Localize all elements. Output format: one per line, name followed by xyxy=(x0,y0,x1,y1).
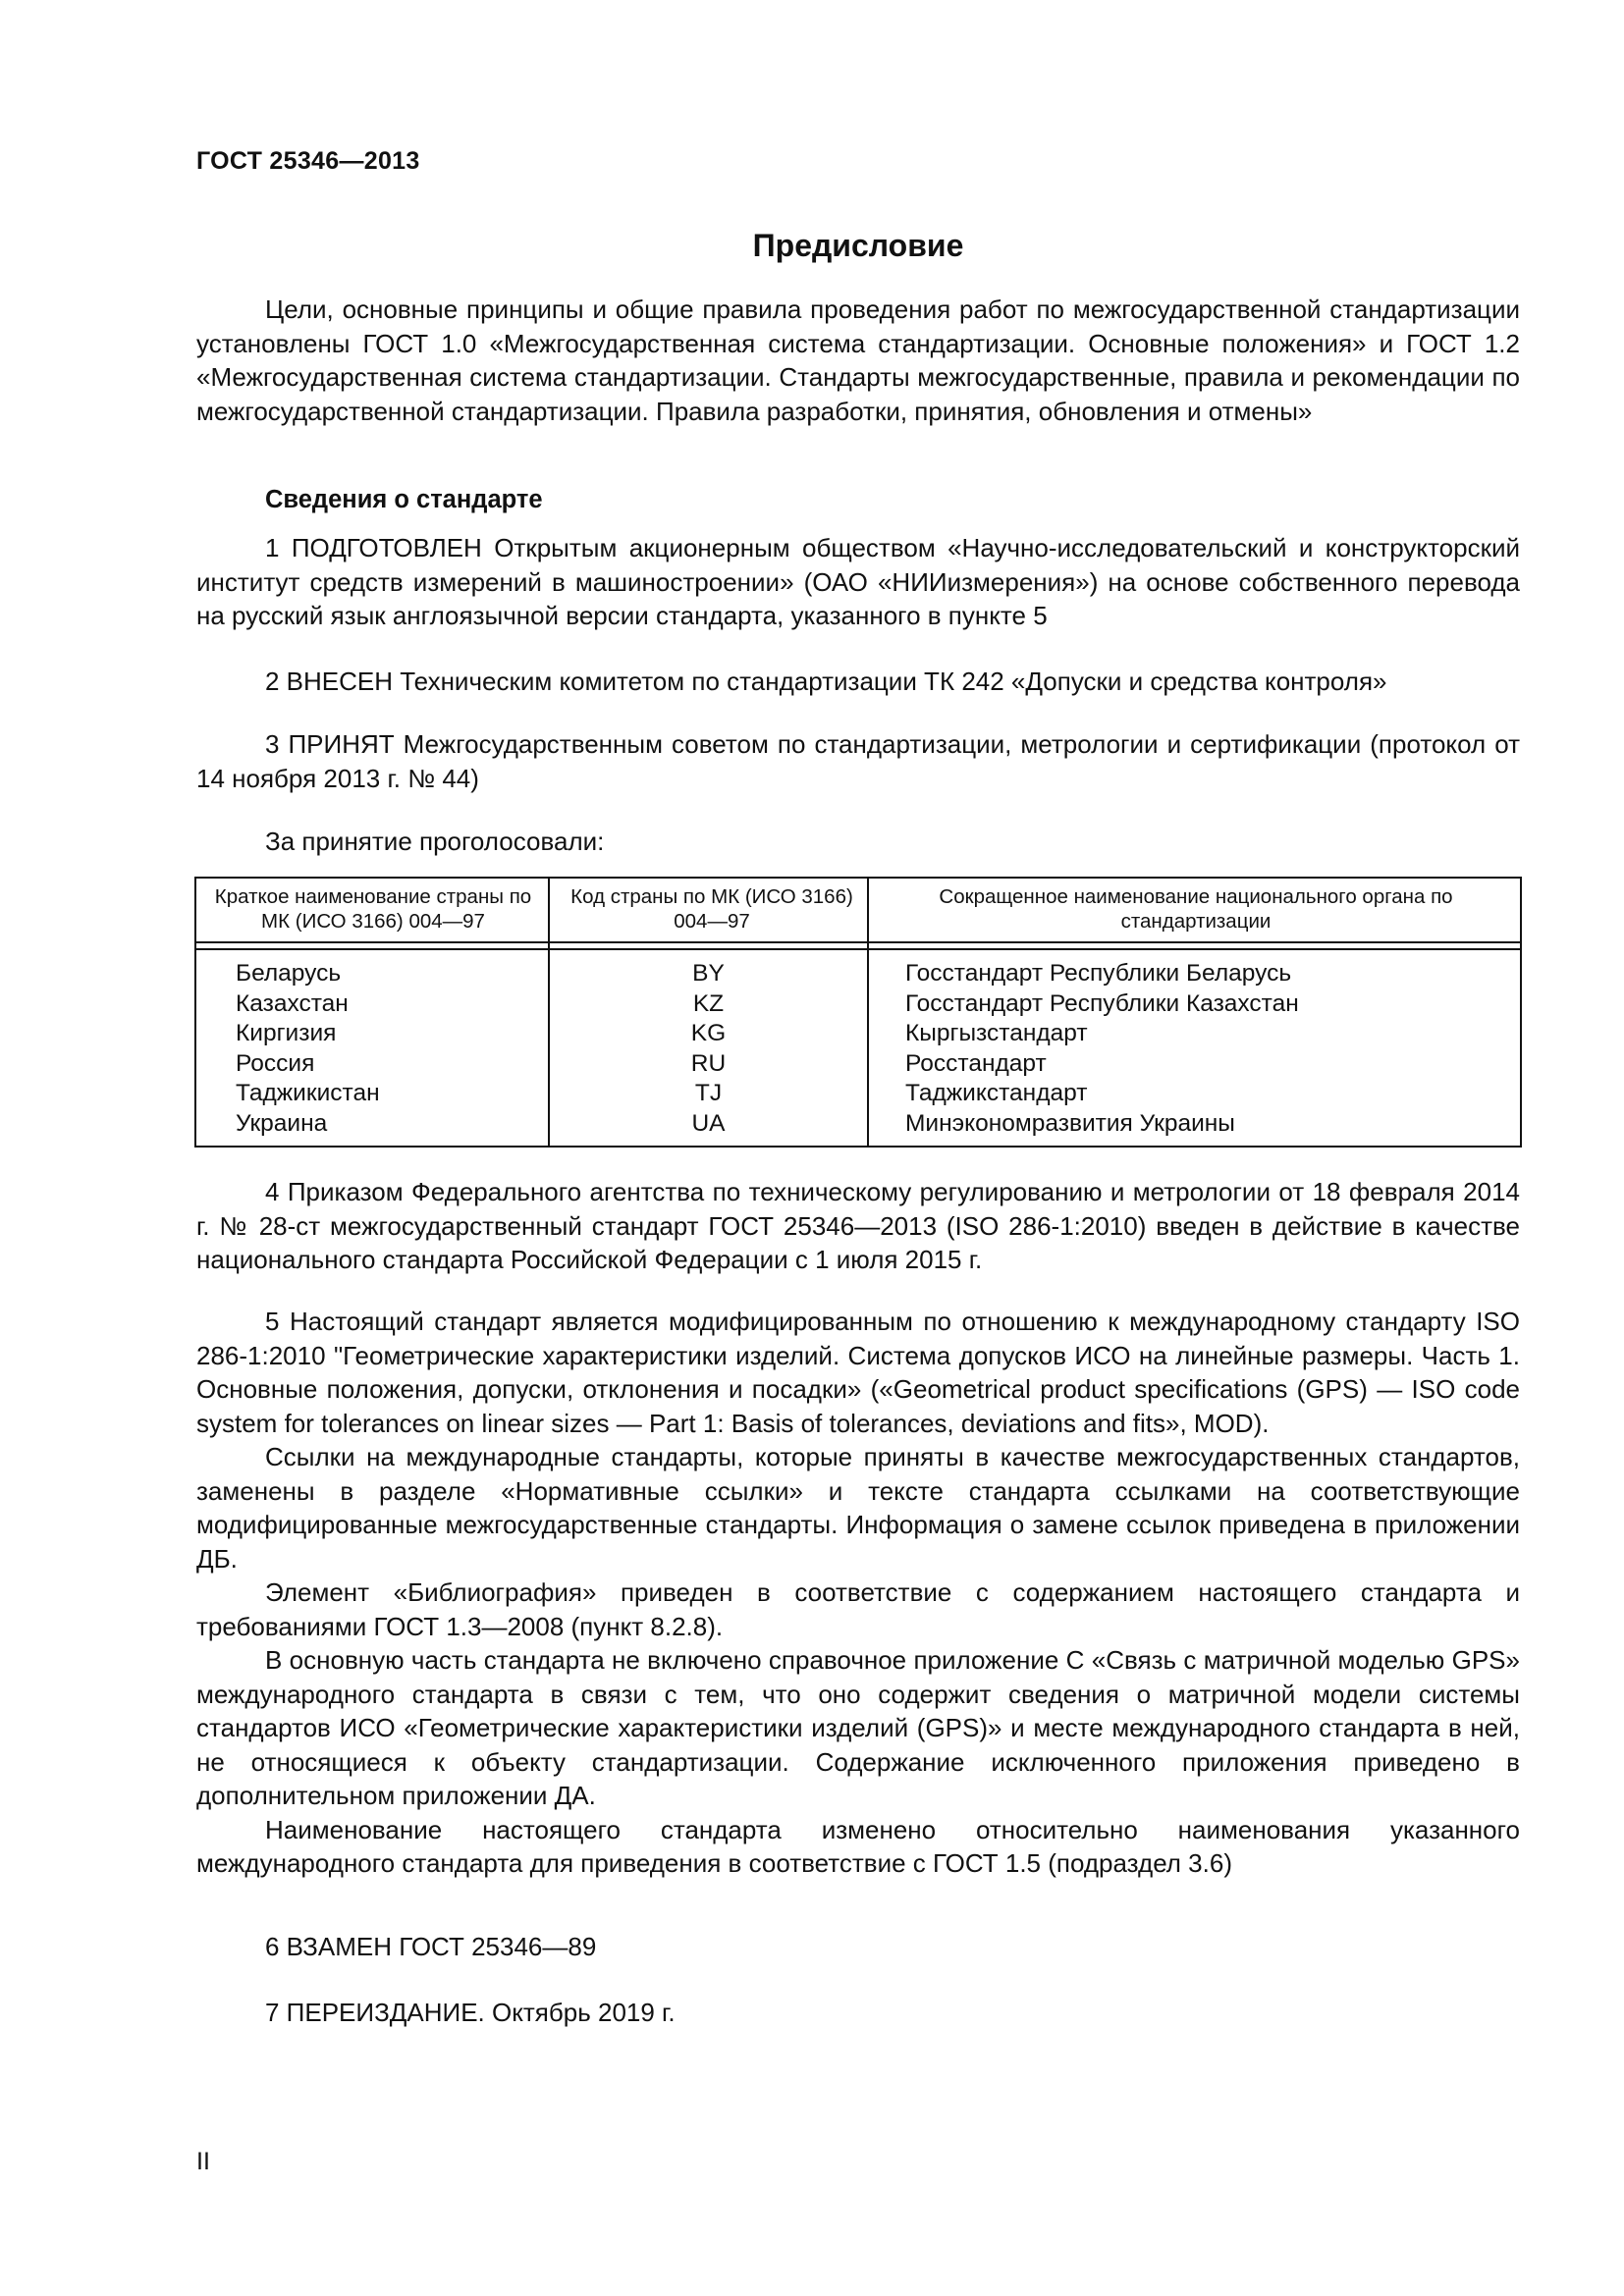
table-cell-country: Украина xyxy=(236,1109,328,1137)
section-heading: Сведения о стандарте xyxy=(265,486,543,513)
item3-paragraph: 3 ПРИНЯТ Межгосударственным советом по стандартизации, метрологии и сертификации (протокол от 14 ноября 2013 г. № 44) xyxy=(196,729,1520,793)
page-title: Предисловие xyxy=(752,228,964,263)
code-column xyxy=(550,959,867,1139)
item5-title-paragraph: Наименование настоящего стандарта изменено относительно наименования указанного международного стандарта для приведения в соответствие с ГОСТ 1.5 (подраздел 3.6) xyxy=(196,1814,1520,1878)
table-header-body: Сокращенное наименование национального органа по стандартизации xyxy=(939,885,1453,933)
table-header-country: Краткое наименование страны по МК (ИСО 3166) 004—97 xyxy=(214,885,532,933)
table-cell-country: Беларусь xyxy=(236,960,342,987)
table-header-code: Код страны по МК (ИСО 3166) 004—97 xyxy=(570,885,853,933)
table-cell-code: KZ xyxy=(692,989,725,1017)
document-code: ГОСТ 25346—2013 xyxy=(196,147,420,175)
table-cell-code: UA xyxy=(691,1109,726,1137)
item5-references-paragraph: Ссылки на международные стандарты, которые приняты в качестве межгосударственных стандартов, заменены в разделе «Нормативные ссылки» и тексте стандарта ссылками на соответствующие модифицированные межгосударственные стандарты. Информация о замене ссылок приведена в приложении ДБ. xyxy=(196,1442,1520,1574)
table-cell-code: BY xyxy=(692,960,725,987)
table-cell-country: Казахстан xyxy=(236,989,349,1017)
page-number: II xyxy=(196,2148,210,2175)
item7-paragraph: 7 ПЕРЕИЗДАНИЕ. Октябрь 2019 г. xyxy=(265,1998,676,2027)
item1-block xyxy=(196,531,1520,633)
table-cell-code: RU xyxy=(690,1049,727,1077)
table-cell-country: Таджикистан xyxy=(236,1080,380,1106)
body-column xyxy=(905,959,1299,1139)
table-cell-body: Госстандарт Республики Беларусь xyxy=(905,960,1292,987)
table-cell-code: KG xyxy=(690,1020,727,1046)
item4-block xyxy=(196,1175,1520,1277)
intro-paragraph: Цели, основные принципы и общие правила проведения работ по межгосударственной стандартизации установлены ГОСТ 1.0 «Межгосударственная система стандартизации. Основные положения» и ГОСТ 1.2 «Межгосударственная система стандартизации. Стандарты межгосударственные, правила и рекомендации по межгосударственной стандартизации. Правила разработки, принятия, обновления и отмены» xyxy=(196,294,1520,426)
table-cell-country: Киргизия xyxy=(236,1020,337,1046)
header-divider xyxy=(196,948,1520,950)
intro-block xyxy=(196,293,1520,428)
country-column xyxy=(236,959,380,1139)
item6-paragraph: 6 ВЗАМЕН ГОСТ 25346—89 xyxy=(265,1932,597,1961)
item5-bibliography-paragraph: Элемент «Библиография» приведен в соответствие с содержанием настоящего стандарта и требованиями ГОСТ 1.3—2008 (пункт 8.2.8). xyxy=(196,1577,1520,1641)
item5-block xyxy=(196,1305,1520,1881)
header-divider xyxy=(196,941,1520,943)
table-cell-body: Таджикстандарт xyxy=(905,1080,1088,1106)
item5-paragraph: 5 Настоящий стандарт является модифицированным по отношению к международному стандарту ISO 286-1:2010 "Геометрические характеристики изделий. Система допусков ИСО на линейные размеры. Часть 1. Основные положения, допуски, отклонения и посадки» («Geometrical product specifications (GPS) — ISO code system for tolerances on linear sizes — Part 1: Basis of tolerances, deviations and fits», MOD). xyxy=(196,1307,1520,1438)
table-cell-body: Минэкономразвития Украины xyxy=(905,1109,1235,1137)
vote-label: За принятие проголосовали: xyxy=(265,827,605,856)
item1-paragraph: 1 ПОДГОТОВЛЕН Открытым акционерным обществом «Научно-исследовательский и конструкторский институт средств измерений в машиностроении» (ОАО «НИИизмерения») на основе собственного перевода на русский язык англоязычной версии стандарта, указанного в пункте 5 xyxy=(196,533,1520,630)
table-cell-body: Росстандарт xyxy=(905,1049,1047,1077)
item3-block xyxy=(196,727,1520,795)
table-cell-body: Госстандарт Республики Казахстан xyxy=(905,989,1299,1017)
voting-table xyxy=(194,877,1522,1148)
item5-annex-paragraph: В основную часть стандарта не включено справочное приложение С «Связь с матричной моделью GPS» международного стандарта в связи с тем, что оно содержит сведения о матричной модели системы стандартов ИСО «Геометрические характеристики изделий (GPS)» и месте международного стандарта в ней, не относящиеся к объекту стандартизации. Содержание исключенного приложения приведено в дополнительном приложении ДА. xyxy=(196,1645,1520,1810)
table-cell-country: Россия xyxy=(236,1049,315,1077)
table-cell-body: Кыргызстандарт xyxy=(905,1020,1088,1046)
item2-paragraph: 2 ВНЕСЕН Техническим комитетом по стандартизации ТК 242 «Допуски и средства контроля» xyxy=(265,667,1387,696)
table-cell-code: TJ xyxy=(694,1080,723,1106)
column-divider xyxy=(867,879,869,1146)
item4-paragraph: 4 Приказом Федерального агентства по техническому регулированию и метрологии от 18 февраля 2014 г. № 28-ст межгосударственный стандарт ГОСТ 25346—2013 (ISO 286-1:2010) введен в действие в качестве национального стандарта Российской Федерации с 1 июля 2015 г. xyxy=(196,1177,1520,1274)
